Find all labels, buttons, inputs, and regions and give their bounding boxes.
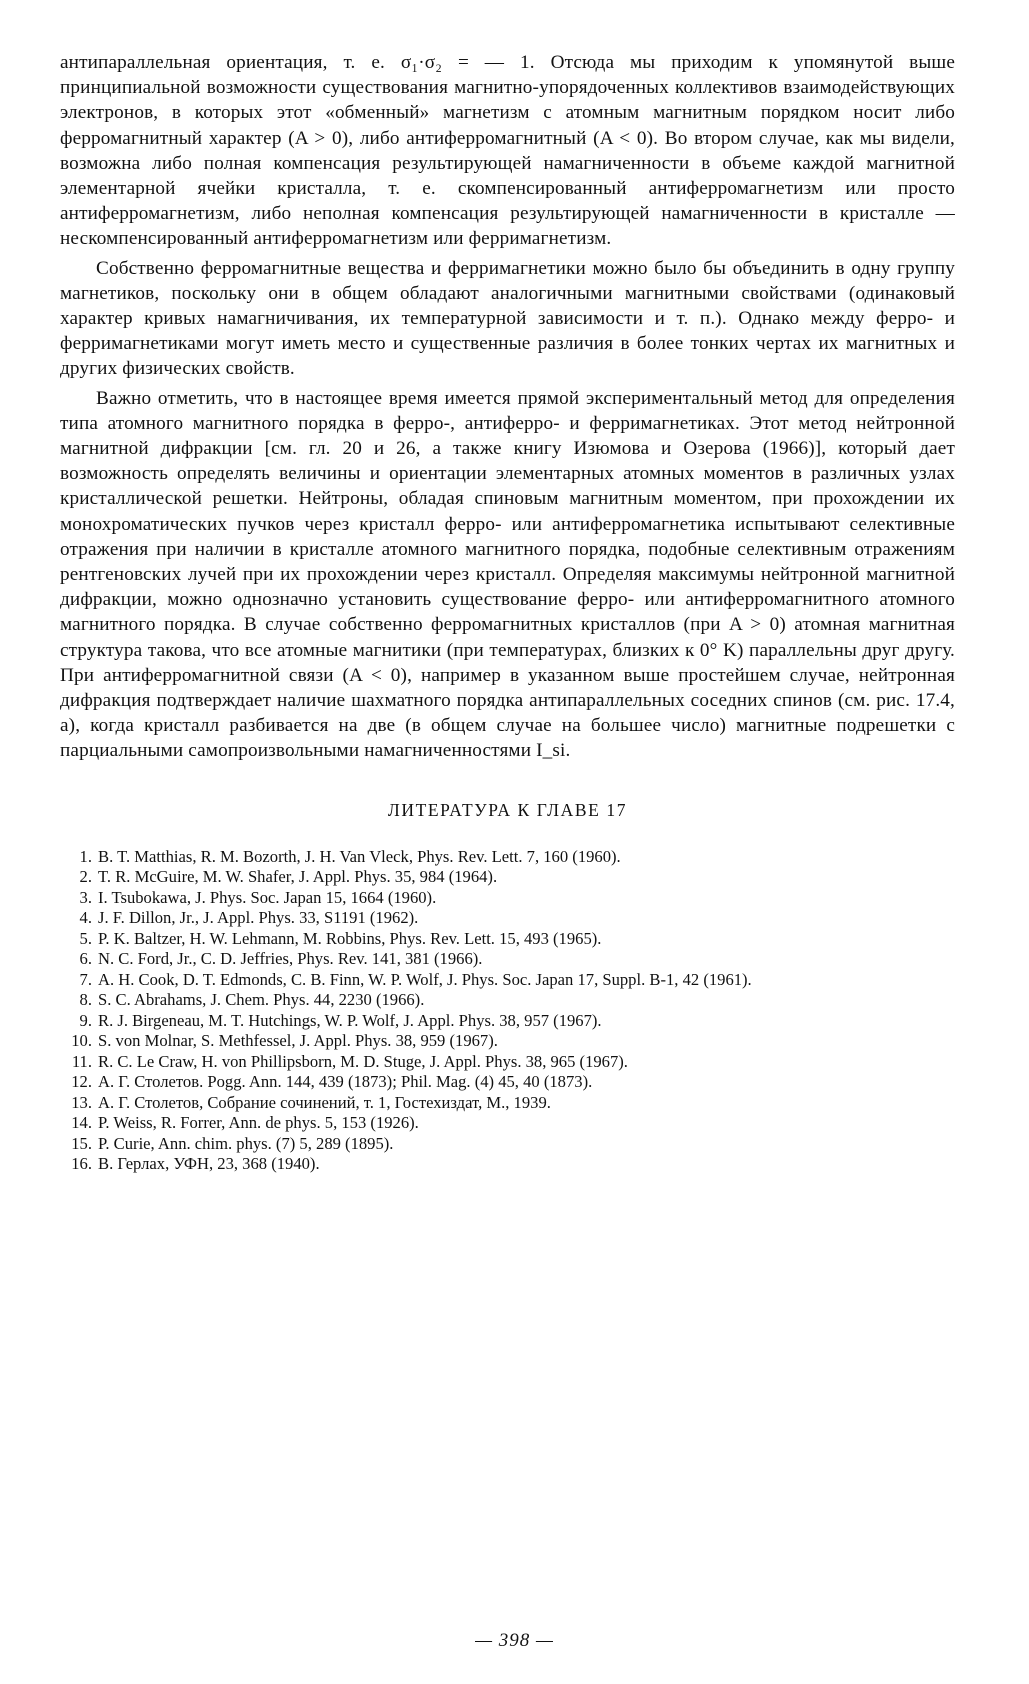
body-paragraph-1: антипараллельная ориентация, т. е. σ₁·σ₂ = — 1. Отсюда мы приходим к упомянутой выше принципиальной возможности существования магнитно-упорядоченных коллективов взаимодействующих электронов, в которых этот «обменный» магнетизм с атомным магнитным порядком носит либо ферромагнитный характер (A > 0), либо антиферромагнитный (A < 0). Во втором случае, как мы видели, возможна либо полная компенсация результирующей намагниченности в объеме каждой магнитной элементарной ячейки кристалла, т. е. скомпенсированный антиферромагнетизм или просто антиферромагнетизм, либо неполная компенсация результирующей намагниченности в кристалле — нескомпенсированный антиферромагнетизм или ферримагнетизм. bbox=[60, 52, 955, 250]
reference-text: R. C. Le Craw, H. von Phillipsborn, M. D. Stuge, J. Appl. Phys. 38, 965 (1967). bbox=[98, 1051, 628, 1071]
reference-item bbox=[60, 1093, 955, 1114]
reference-number: 11. bbox=[71, 1051, 92, 1071]
body-paragraph-3: Важно отметить, что в настоящее время имеется прямой экспериментальный метод для определения типа атомного магнитного порядка в ферро-, антиферро- и ферримагнетиках. Этот метод нейтронной магнитной дифракции [см. гл. 20 и 26, а также книгу Изюмова и Озерова (1966)], который дает возможность определять величины и ориентации элементарных атомных моментов в различных узлах кристаллической решетки. Нейтроны, обладая спиновым магнитным моментом, при прохождении их монохроматических пучков через кристалл ферро- или антиферромагнетика испытывают селективные отражения при наличии в кристалле атомного магнитного порядка, подобные селективным отражениям рентгеновских лучей при их прохождении через кристалл. Определяя максимумы нейтронной магнитной дифракции, можно однозначно установить существование ферро- или антиферромагнитного атомного магнитного порядка. В случае собственно ферромагнитных кристаллов (при A > 0) атомная магнитная структура такова, что все атомные магнитики (при температурах, близких к 0° K) параллельны друг другу. При антиферромагнитной связи (A < 0), например в указанном выше простейшем случае, нейтронная дифракция подтверждает наличие шахматного порядка антипараллельных соседних спинов (см. рис. 17.4, a), когда кристалл разбивается на две (в общем случае на большее число) магнитные подрешетки с парциальными самопроизвольными намагниченностями I_si. bbox=[60, 387, 955, 762]
reference-number: 3. bbox=[79, 887, 92, 907]
reference-text: P. Curie, Ann. chim. phys. (7) 5, 289 (1895). bbox=[98, 1133, 394, 1153]
reference-number: 10. bbox=[71, 1031, 92, 1051]
reference-text: А. Г. Столетов. Pogg. Ann. 144, 439 (1873); Phil. Mag. (4) 45, 40 (1873). bbox=[98, 1072, 593, 1092]
reference-text: В. Герлах, УФН, 23, 368 (1940). bbox=[98, 1154, 320, 1174]
reference-item bbox=[60, 1072, 955, 1093]
reference-item bbox=[60, 1011, 955, 1032]
reference-item bbox=[60, 867, 955, 888]
reference-item bbox=[60, 1134, 955, 1155]
reference-number: 4. bbox=[79, 908, 92, 928]
references-heading: ЛИТЕРАТУРА К ГЛАВЕ 17 bbox=[387, 799, 628, 820]
reference-text: I. Tsubokawa, J. Phys. Soc. Japan 15, 1664 (1960). bbox=[98, 887, 437, 907]
reference-item bbox=[60, 990, 955, 1011]
reference-item bbox=[60, 888, 955, 909]
reference-text: P. Weiss, R. Forrer, Ann. de phys. 5, 153 (1926). bbox=[98, 1113, 419, 1133]
reference-number: 13. bbox=[71, 1092, 92, 1112]
reference-text: А. Г. Столетов, Собрание сочинений, т. 1, Гостехиздат, М., 1939. bbox=[98, 1092, 551, 1112]
reference-number: 14. bbox=[71, 1113, 92, 1133]
reference-text: P. K. Baltzer, H. W. Lehmann, M. Robbins, Phys. Rev. Lett. 15, 493 (1965). bbox=[98, 928, 602, 948]
reference-number: 6. bbox=[79, 949, 92, 969]
reference-text: S. C. Abrahams, J. Chem. Phys. 44, 2230 (1966). bbox=[98, 990, 425, 1010]
reference-number: 12. bbox=[71, 1072, 92, 1092]
page-number: — 398 — bbox=[475, 1630, 554, 1651]
reference-number: 9. bbox=[79, 1010, 92, 1030]
reference-item bbox=[60, 949, 955, 970]
reference-number: 8. bbox=[79, 990, 92, 1010]
reference-text: N. C. Ford, Jr., C. D. Jeffries, Phys. Rev. 141, 381 (1966). bbox=[98, 949, 483, 969]
reference-item bbox=[60, 908, 955, 929]
reference-item bbox=[60, 847, 955, 868]
reference-list bbox=[60, 847, 955, 1175]
reference-item bbox=[60, 929, 955, 950]
reference-item bbox=[60, 1031, 955, 1052]
reference-text: J. F. Dillon, Jr., J. Appl. Phys. 33, S1191 (1962). bbox=[98, 908, 419, 928]
reference-number: 1. bbox=[79, 846, 92, 866]
reference-item bbox=[60, 1154, 955, 1175]
reference-text: R. J. Birgeneau, M. T. Hutchings, W. P. Wolf, J. Appl. Phys. 38, 957 (1967). bbox=[98, 1010, 602, 1030]
reference-number: 7. bbox=[79, 969, 92, 989]
page-body bbox=[60, 50, 955, 1175]
reference-number: 15. bbox=[71, 1133, 92, 1153]
reference-number: 2. bbox=[79, 867, 92, 887]
body-paragraph-2: Собственно ферромагнитные вещества и ферримагнетики можно было бы объединить в одну группу магнетиков, поскольку они в общем обладают аналогичными магнитными свойствами (одинаковый характер кривых намагничивания, их температурной зависимости и т. п.). Однако между ферро- и ферримагнетиками могут иметь место и существенные различия в более тонких чертах их магнитных и других физических свойств. bbox=[60, 257, 955, 380]
reference-item bbox=[60, 1052, 955, 1073]
reference-text: A. H. Cook, D. T. Edmonds, C. B. Finn, W. P. Wolf, J. Phys. Soc. Japan 17, Suppl. B-1, 42 (1961). bbox=[98, 969, 752, 989]
reference-item bbox=[60, 970, 955, 991]
reference-text: S. von Molnar, S. Methfessel, J. Appl. Phys. 38, 959 (1967). bbox=[98, 1031, 498, 1051]
reference-number: 16. bbox=[71, 1154, 92, 1174]
reference-text: T. R. McGuire, M. W. Shafer, J. Appl. Phys. 35, 984 (1964). bbox=[98, 867, 498, 887]
reference-item bbox=[60, 1113, 955, 1134]
reference-text: B. T. Matthias, R. M. Bozorth, J. H. Van Vleck, Phys. Rev. Lett. 7, 160 (1960). bbox=[98, 846, 621, 866]
reference-number: 5. bbox=[79, 928, 92, 948]
